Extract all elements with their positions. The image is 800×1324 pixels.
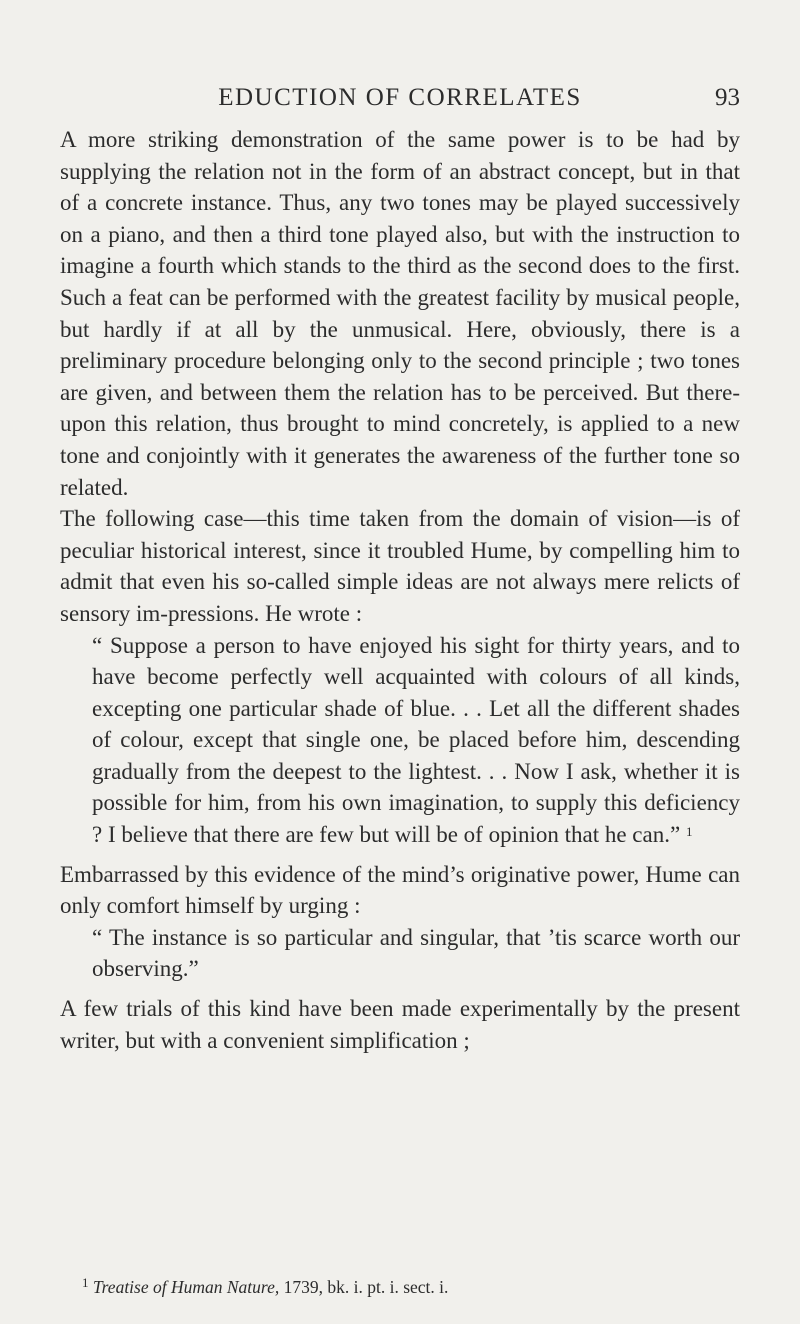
hume-quote-2: “ The instance is so particular and singular, that ’tis scarce worth our observing.”: [92, 924, 740, 982]
footnote-citation: 1739, bk. i. pt. i. sect. i.: [279, 1277, 449, 1297]
body-text: [60, 124, 740, 1056]
page-number: 93: [715, 84, 740, 111]
page-header: [60, 84, 740, 114]
hume-quote-1: [60, 630, 740, 851]
paragraph-2: The following case—this time taken from the domain of vision—is of peculiar historical interest, since it troubled Hume, by compelling him to admit that even his so-called simple ideas are not always mere relicts of sensory im-pressions. He wrote :: [60, 506, 740, 626]
footnote-reference: 1: [685, 824, 693, 840]
paragraph-1: A more striking demonstration of the same power is to be had by supplying the relation not in the form of an abstract concept, but in that of a concrete instance. Thus, any two tones may be played successively on a piano, and then a third tone played also, but with the instruction to imagine a fourth which stands to the third as the second does to the first. Such a feat can be performed with the greatest facility by musical people, but hardly if at all by the unmusical. Here, obviously, there is a preliminary procedure belonging only to the second principle ; two tones are given, and between them the relation has to be perceived. But there-upon this relation, thus brought to mind concretely, is applied to a new tone and conjointly with it generates the awareness of the further tone so related.: [60, 127, 740, 500]
paragraph-3: Embarrassed by this evidence of the mind’s originative power, Hume can only comfort himself by urging :: [60, 861, 740, 919]
paragraph-4: A few trials of this kind have been made experimentally by the present writer, but with a convenient simplification ;: [60, 996, 740, 1053]
running-head: EDUCTION OF CORRELATES: [218, 84, 582, 111]
hume-quote-1-text: “ Suppose a person to have enjoyed his sight for thirty years, and to have become perfectly well acquainted with colours of all kinds, excepting one particular shade of blue. . . Let all the different shades of colour, except that single one, be placed before him, descending gradually from the deepest to the lightest. . . Now I ask, whether it is possible for him, from his own imagination, to supply this deficiency ? I believe that there are few but will be of opinion that he can.”: [92, 632, 740, 848]
footnote: [82, 1275, 742, 1299]
footnote-title: Treatise of Human Nature,: [92, 1277, 280, 1297]
footnote-mark: 1: [82, 1275, 89, 1290]
